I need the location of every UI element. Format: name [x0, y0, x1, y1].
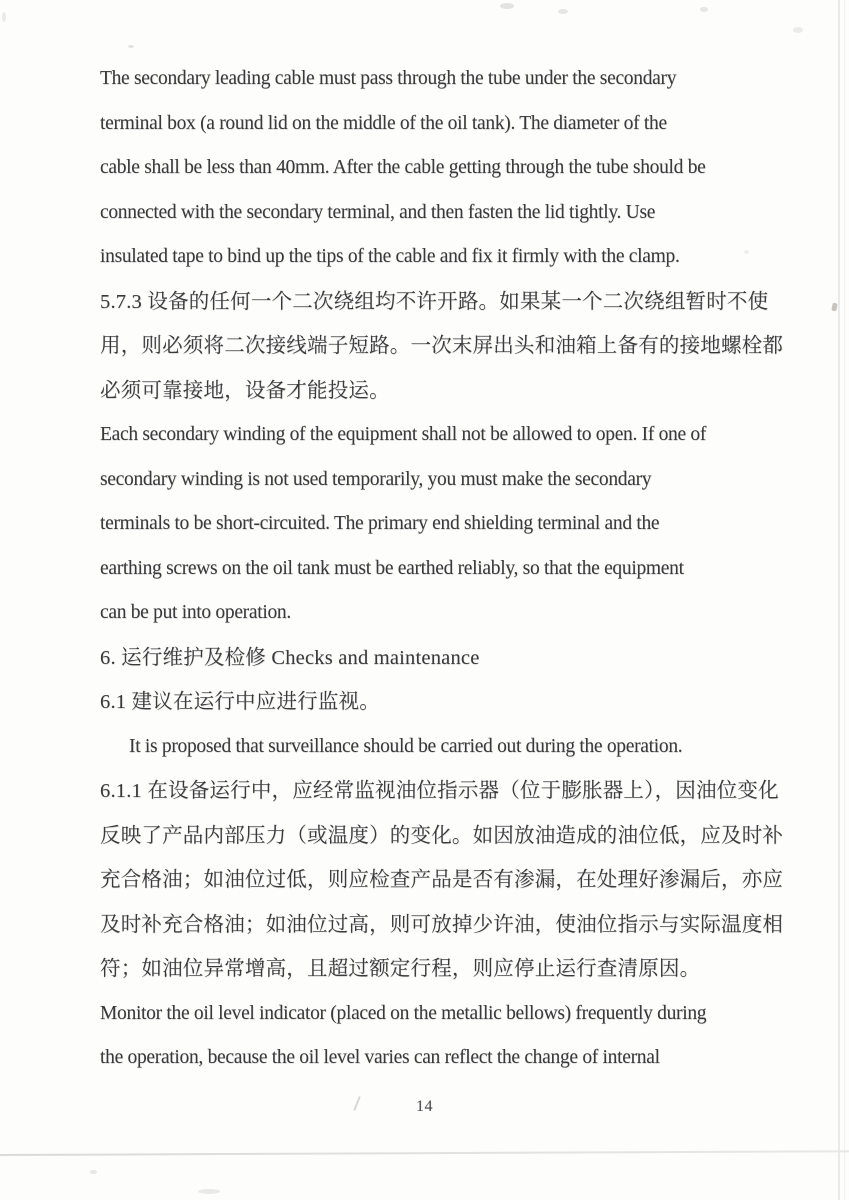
- text-line: the operation, because the oil level varies can reflect the change of internal: [100, 1047, 660, 1068]
- text-line: 用，则必须将二次接线端子短路。一次末屏出头和油箱上备有的接地螺栓都: [100, 335, 784, 357]
- paper-fold-line: [0, 1150, 849, 1156]
- text-line: 及时补充合格油；如油位过高，则可放掉少许油，使油位指示与实际温度相: [100, 913, 784, 936]
- text-line: 必须可靠接地，设备才能投运。: [100, 379, 390, 402]
- scan-smudge: [2, 12, 6, 22]
- text-line: secondary winding is not used temporarily, you must make the secondary: [100, 468, 652, 490]
- scan-smudge: [90, 1170, 97, 1174]
- section-6-heading: 6. 运行维护及检修 Checks and maintenance: [100, 646, 480, 669]
- scan-smudge: [128, 45, 134, 48]
- scan-vertical-line: [844, 0, 845, 1200]
- scan-smudge: [198, 1189, 220, 1194]
- page-number: 14: [416, 1098, 433, 1115]
- scan-smudge: [500, 3, 514, 9]
- text-line: earthing screws on the oil tank must be earthed reliably, so that the equipment: [100, 557, 684, 579]
- text-line: It is proposed that surveillance should be carried out during the operation.: [129, 735, 683, 757]
- text-line: 反映了产品内部压力（或温度）的变化。如因放油造成的油位低，应及时补: [100, 824, 784, 847]
- section-5-7-3-line: 5.7.3 设备的任何一个二次绕组均不许开路。如果某一个二次绕组暂时不使: [100, 290, 769, 313]
- text-line: 充合格油；如油位过低，则应检查产品是否有渗漏，在处理好渗漏后，亦应: [100, 869, 784, 891]
- text-line: 符；如油位异常增高，且超过额定行程，则应停止运行查清原因。: [100, 958, 701, 980]
- scan-smudge: [558, 9, 568, 14]
- text-line: insulated tape to bind up the tips of the cable and fix it firmly with the clamp.: [100, 246, 680, 267]
- section-6-1-heading: 6.1 建议在运行中应进行监视。: [100, 691, 380, 713]
- text-line: terminal box (a round lid on the middle of the oil tank). The diameter of the: [100, 112, 667, 134]
- text-line: cable shall be less than 40mm. After the cable getting through the tube should be: [100, 157, 706, 178]
- text-line: Each secondary winding of the equipment shall not be allowed to open. If one of: [100, 424, 707, 445]
- text-line: The secondary leading cable must pass through the tube under the secondary: [100, 68, 677, 89]
- scan-smudge: [793, 27, 803, 33]
- document-text-block: [100, 57, 840, 1081]
- text-line: Monitor the oil level indicator (placed on the metallic bellows) frequently during: [100, 1002, 707, 1024]
- text-line: terminals to be short-circuited. The primary end shielding terminal and the: [100, 513, 660, 534]
- text-line: can be put into operation.: [100, 602, 291, 623]
- text-line: connected with the secondary terminal, and then fasten the lid tightly. Use: [100, 201, 656, 223]
- scan-smudge: [700, 7, 708, 12]
- section-6-1-1-line: 6.1.1 在设备运行中，应经常监视油位指示器（位于膨胀器上），因油位变化: [100, 780, 779, 802]
